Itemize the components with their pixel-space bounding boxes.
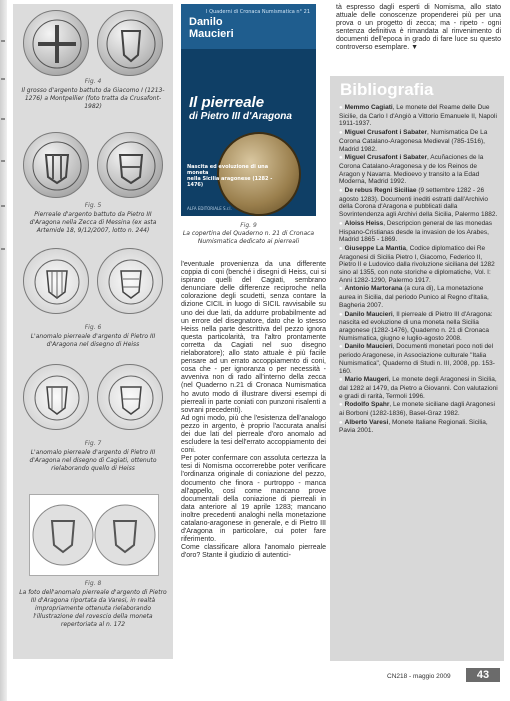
bibliography-reference: , Acuñaciones de la Corona Catalano-Aragonesa y de los Reinos de Aragon y Navarra. Medioevo y transito a la Edad Moderna, Madrid 1992.	[339, 154, 484, 186]
cover-title	[189, 96, 292, 124]
bullet-icon: ●	[339, 377, 343, 384]
bibliography-author: De rebus Regni Siciliae	[344, 187, 417, 195]
bibliography-entry	[339, 401, 499, 417]
body-column-right	[336, 4, 501, 53]
bibliography-author: Aloiss Heiss	[344, 219, 384, 227]
cover-author-first: Danilo	[189, 16, 223, 28]
bibliography-entry	[339, 104, 499, 128]
figure-caption	[19, 580, 167, 629]
bibliography-author: Miguel Crusafont i Sabater	[344, 129, 427, 137]
bullet-icon: ●	[339, 245, 343, 252]
figure-caption	[19, 324, 167, 349]
bibliography-reference: , Il pierreale di Pietro III d'Aragona: nascita ed evoluzione di una moneta nella Sicilia aragonese (1282-1476), Quaderno n. 21 di Cronaca Numismatica, giugno e luglio-agosto 2008.	[339, 310, 493, 342]
figure-number: Fig. 8	[84, 580, 102, 587]
bibliography-reference: (9 settembre 1282 - 26 agosto 1283). Documenti inediti estratti dall'Archivio della Corona d'Aragona e pubblicati dalla Sovrintendenza agli Archivi della Sicilia, Palermo 1882.	[339, 187, 498, 219]
figure-number: Fig. 4	[84, 78, 102, 85]
gutter-mark	[1, 78, 5, 80]
coin-pair-fig5	[23, 132, 163, 198]
body-paragraph: l'eventuale provenienza da una differente coppia di coni (benché i disegni di Heiss, cui si ispirano quelli del Cagiati, sembrano denunciare delle differenze reciproche nella colorazione degli scudetti, senza contare la dizione CICIL in luogo di SICIL ravvisabile su uno dei due lati, da addurre probabilmente ad un errore del disegnatore, dato che lo stesso Heiss nella parte descrittiva del pezzo ignora questa particolarità, tra l'altro prontamente corretta da Cagiati nel suo disegno rielaboratore); allo stato attuale è più facile pensare ad un errato accoppiamento di coni, cosa che - per ignoranza o per necessità - avveniva non di rado all'interno della zecca (nel Quaderno n.21 di Cronaca Numismatica ho avuto modo di illustrare diversi esempi di pierreali in parte coniati con punzoni risalenti a sovrani precedenti).	[181, 261, 326, 414]
cover-issue: n° 21	[296, 9, 310, 15]
bibliography-reference: , Descripcion general de las monedas Hispano-Cristianas desde la invasion de los Arabes, Madrid 1865 - 1869.	[339, 219, 493, 244]
cover-title-line: Il pierreale	[189, 94, 265, 111]
binding-edge	[0, 0, 7, 701]
cover-publisher: ALFA EDITORIALE S.r.l.	[187, 206, 232, 211]
gutter-mark	[1, 160, 5, 162]
cover-subtitle	[187, 164, 277, 188]
figure-caption	[19, 78, 167, 111]
bibliography-author: Antonio Martorana	[344, 285, 403, 293]
cover-author-last: Maucieri	[189, 28, 234, 40]
coin-reverse-image	[97, 10, 163, 76]
quaderno-cover-image	[181, 4, 316, 216]
cover-series	[206, 9, 310, 15]
coin-drawing-image	[23, 248, 89, 314]
bullet-icon: ●	[339, 402, 343, 409]
bibliography-entry	[339, 129, 499, 153]
bullet-icon: ●	[339, 130, 343, 137]
gutter-mark	[1, 40, 5, 42]
coin-drawing-image	[97, 364, 163, 430]
bullet-icon: ●	[339, 419, 343, 426]
body-column-middle	[181, 261, 326, 560]
body-paragraph: Ad ogni modo, più che l'esistenza dell'analogo pezzo in argento, è proprio l'accurata analisi dei due lati del pierreale d'oro anomalo ad escludere la tesi dell'errato accoppiamento dei coni.	[181, 414, 326, 455]
bibliography-entry	[339, 419, 499, 435]
coin-drawing-image	[23, 364, 89, 430]
bibliography-entry	[339, 187, 499, 219]
bullet-icon: ●	[339, 105, 343, 111]
figure-caption	[19, 202, 167, 235]
bibliography-entry	[339, 154, 499, 186]
bibliography-reference: , Monete Italiane Regionali. Sicilia, Pavia 2001.	[339, 418, 488, 435]
caption-text: Pierreale d'argento battuto da Pietro III d'Aragona nella Zecca di Messina (ex asta Artemide 18, 9/12/2007, lotto n. 244)	[29, 211, 157, 234]
figure-column	[13, 4, 173, 659]
bibliography-entry	[339, 245, 499, 285]
body-paragraph: tà espresso dagli esperti di Nomisma, allo stato attuale delle conoscenze propenderei più per una prova o un progetto di zecca; ma - ripeto - ogni sentenza definitiva è rimandata al rinvenimento di documenti dell'epoca in grado di fare luce su questo controverso esemplare. ▼	[336, 4, 501, 52]
cover-author	[189, 16, 234, 40]
bibliography-reference: , Le monete degli Aragonesi in Sicilia, dal 1282 al 1479, da Pietro a Giovanni. Con valutazioni e gradi di rarità, Termoli 1996.	[339, 376, 498, 400]
gutter-mark	[1, 205, 5, 207]
bibliography-author: Mario Maugeri	[344, 376, 389, 384]
coin-pair-fig4	[23, 10, 163, 76]
body-paragraph: Come classificare allora l'anomalo pierreale d'oro? Stante il giudizio di autentici-	[181, 544, 326, 560]
gutter-mark	[1, 118, 5, 120]
caption-text: La copertina del Quaderno n. 21 di Cronaca Numismatica dedicato ai pierreali	[182, 230, 315, 245]
bibliography-author: Alberto Varesi	[344, 418, 389, 426]
bibliography-author: Giuseppe La Mantia	[344, 244, 407, 252]
bibliography-author: Miguel Crusafont i Sabater	[344, 154, 427, 162]
bibliography-entry	[339, 220, 499, 244]
bibliography-reference: , Le monete siciliane dagli Aragonesi ai Borboni (1282-1836), Basel-Graz 1982.	[339, 401, 495, 418]
coin-pair-fig6	[23, 248, 163, 314]
figure-caption	[19, 440, 167, 473]
caption-text: La foto dell'anomalo pierreale d'argento di Pietro III d'Aragona riportata da Varesi, in realtà impropriamente ottenuta rielaborando l'illustrazione del rovescio della moneta repertoriata al n. 172	[19, 589, 167, 628]
gutter-mark	[1, 248, 5, 250]
figure-number: Fig. 9	[240, 222, 257, 229]
bullet-icon: ●	[339, 220, 343, 227]
bibliography-entry	[339, 285, 499, 309]
bibliography-author: Memmo Cagiati	[344, 104, 393, 111]
bibliography-heading: Bibliografia	[340, 80, 434, 99]
page-number: 43	[466, 668, 500, 682]
body-paragraph: Per poter confermare con assoluta certezza la tesi di Nomisma occorrerebbe poter verificare l'ordinanza originale di coniazione del pezzo, documento che finora - purtroppo - manca all'appello, così come mancano prove documentali della coniazione di pierreali in data anteriore al 19 aprile 1283; mancano inoltre precedenti analoghi nella monetazione catalano-aragonese in generale, e di Pietro III d'Aragona in particolare, cui poter fare riferimento.	[181, 455, 326, 544]
bibliography-entry	[339, 311, 499, 343]
coin-obverse-image	[23, 10, 89, 76]
bibliography-reference: , Le monete del Reame delle Due Sicilie, da Carlo I d'Angiò a Vittorio Emanuele II, Napoli 1911-1937.	[339, 104, 497, 128]
coin-reverse-image	[97, 132, 163, 198]
bibliography-reference: , Codice diplomatico dei Re Aragonesi di Sicilia Pietro I, Giacomo, Federico II, Pietro II e Ludovico dalla rivoluzione siciliana del 1282 sino al 1355, con note storiche e diplomatiche, Vol. I: Anni 1282-1290, Palermo 1917.	[339, 244, 495, 284]
bullet-icon: ●	[339, 286, 343, 293]
bibliography-author: Danilo Maucieri	[344, 310, 393, 318]
caption-text: Il grosso d'argento battuto da Giacomo I (1213-1276) a Montpellier (foto tratta da Crusafont-1982)	[21, 87, 165, 110]
bibliography-entry	[339, 376, 499, 400]
figure-number: Fig. 5	[84, 202, 102, 209]
bullet-icon: ●	[339, 344, 343, 351]
figure-caption	[181, 222, 316, 246]
coin-pair-fig7	[23, 364, 163, 430]
figure-number: Fig. 7	[84, 440, 102, 447]
cover-series-text: I Quaderni di Cronaca Numismatica	[206, 9, 295, 15]
bullet-icon: ●	[339, 155, 343, 162]
bibliography-entry	[339, 343, 499, 375]
bibliography-list	[339, 104, 499, 436]
bibliography-reference: , Numismatica De La Corona Catalano-Aragonesa Medieval (785-1516), Madrid 1982.	[339, 129, 488, 153]
bullet-icon: ●	[339, 311, 343, 318]
caption-text: L'anomalo pierreale d'argento di Pietro III d'Aragona nel disegno di Cagiati, ottenuto rielaborando quello di Heiss	[29, 449, 157, 472]
bullet-icon: ●	[339, 188, 343, 195]
bibliography-author: Danilo Maucieri	[344, 343, 393, 351]
bibliography-reference: , Documenti monetari poco noti del periodo Aragonese, in Associazione culturale "Italia Numismatica", Quaderno di Studi n. III, 2008, pp. 153-160.	[339, 343, 495, 375]
caption-text: L'anomalo pierreale d'argento di Pietro III d'Aragona nel disegno di Heiss	[30, 333, 156, 348]
fig8-photo	[29, 494, 159, 576]
cover-subtitle-line: nella Sicilia aragonese (1282 - 1476)	[187, 176, 273, 188]
bibliography-box	[330, 76, 504, 661]
coin-obverse-image	[23, 132, 89, 198]
coin-drawing-image	[97, 248, 163, 314]
issue-label: CN218 - maggio 2009	[387, 673, 451, 680]
bibliography-author: Rodolfo Spahr	[344, 401, 390, 409]
cover-title-line: di Pietro III d'Aragona	[189, 111, 292, 122]
cover-subtitle-line: Nascita ed evoluzione di una moneta	[187, 164, 269, 176]
bibliography-reference: (a cura di), La monetazione aurea in Sicilia, dal periodo Punico al Regno d'Italia, Bagheria 2007.	[339, 285, 489, 309]
figure-number: Fig. 6	[84, 324, 102, 331]
